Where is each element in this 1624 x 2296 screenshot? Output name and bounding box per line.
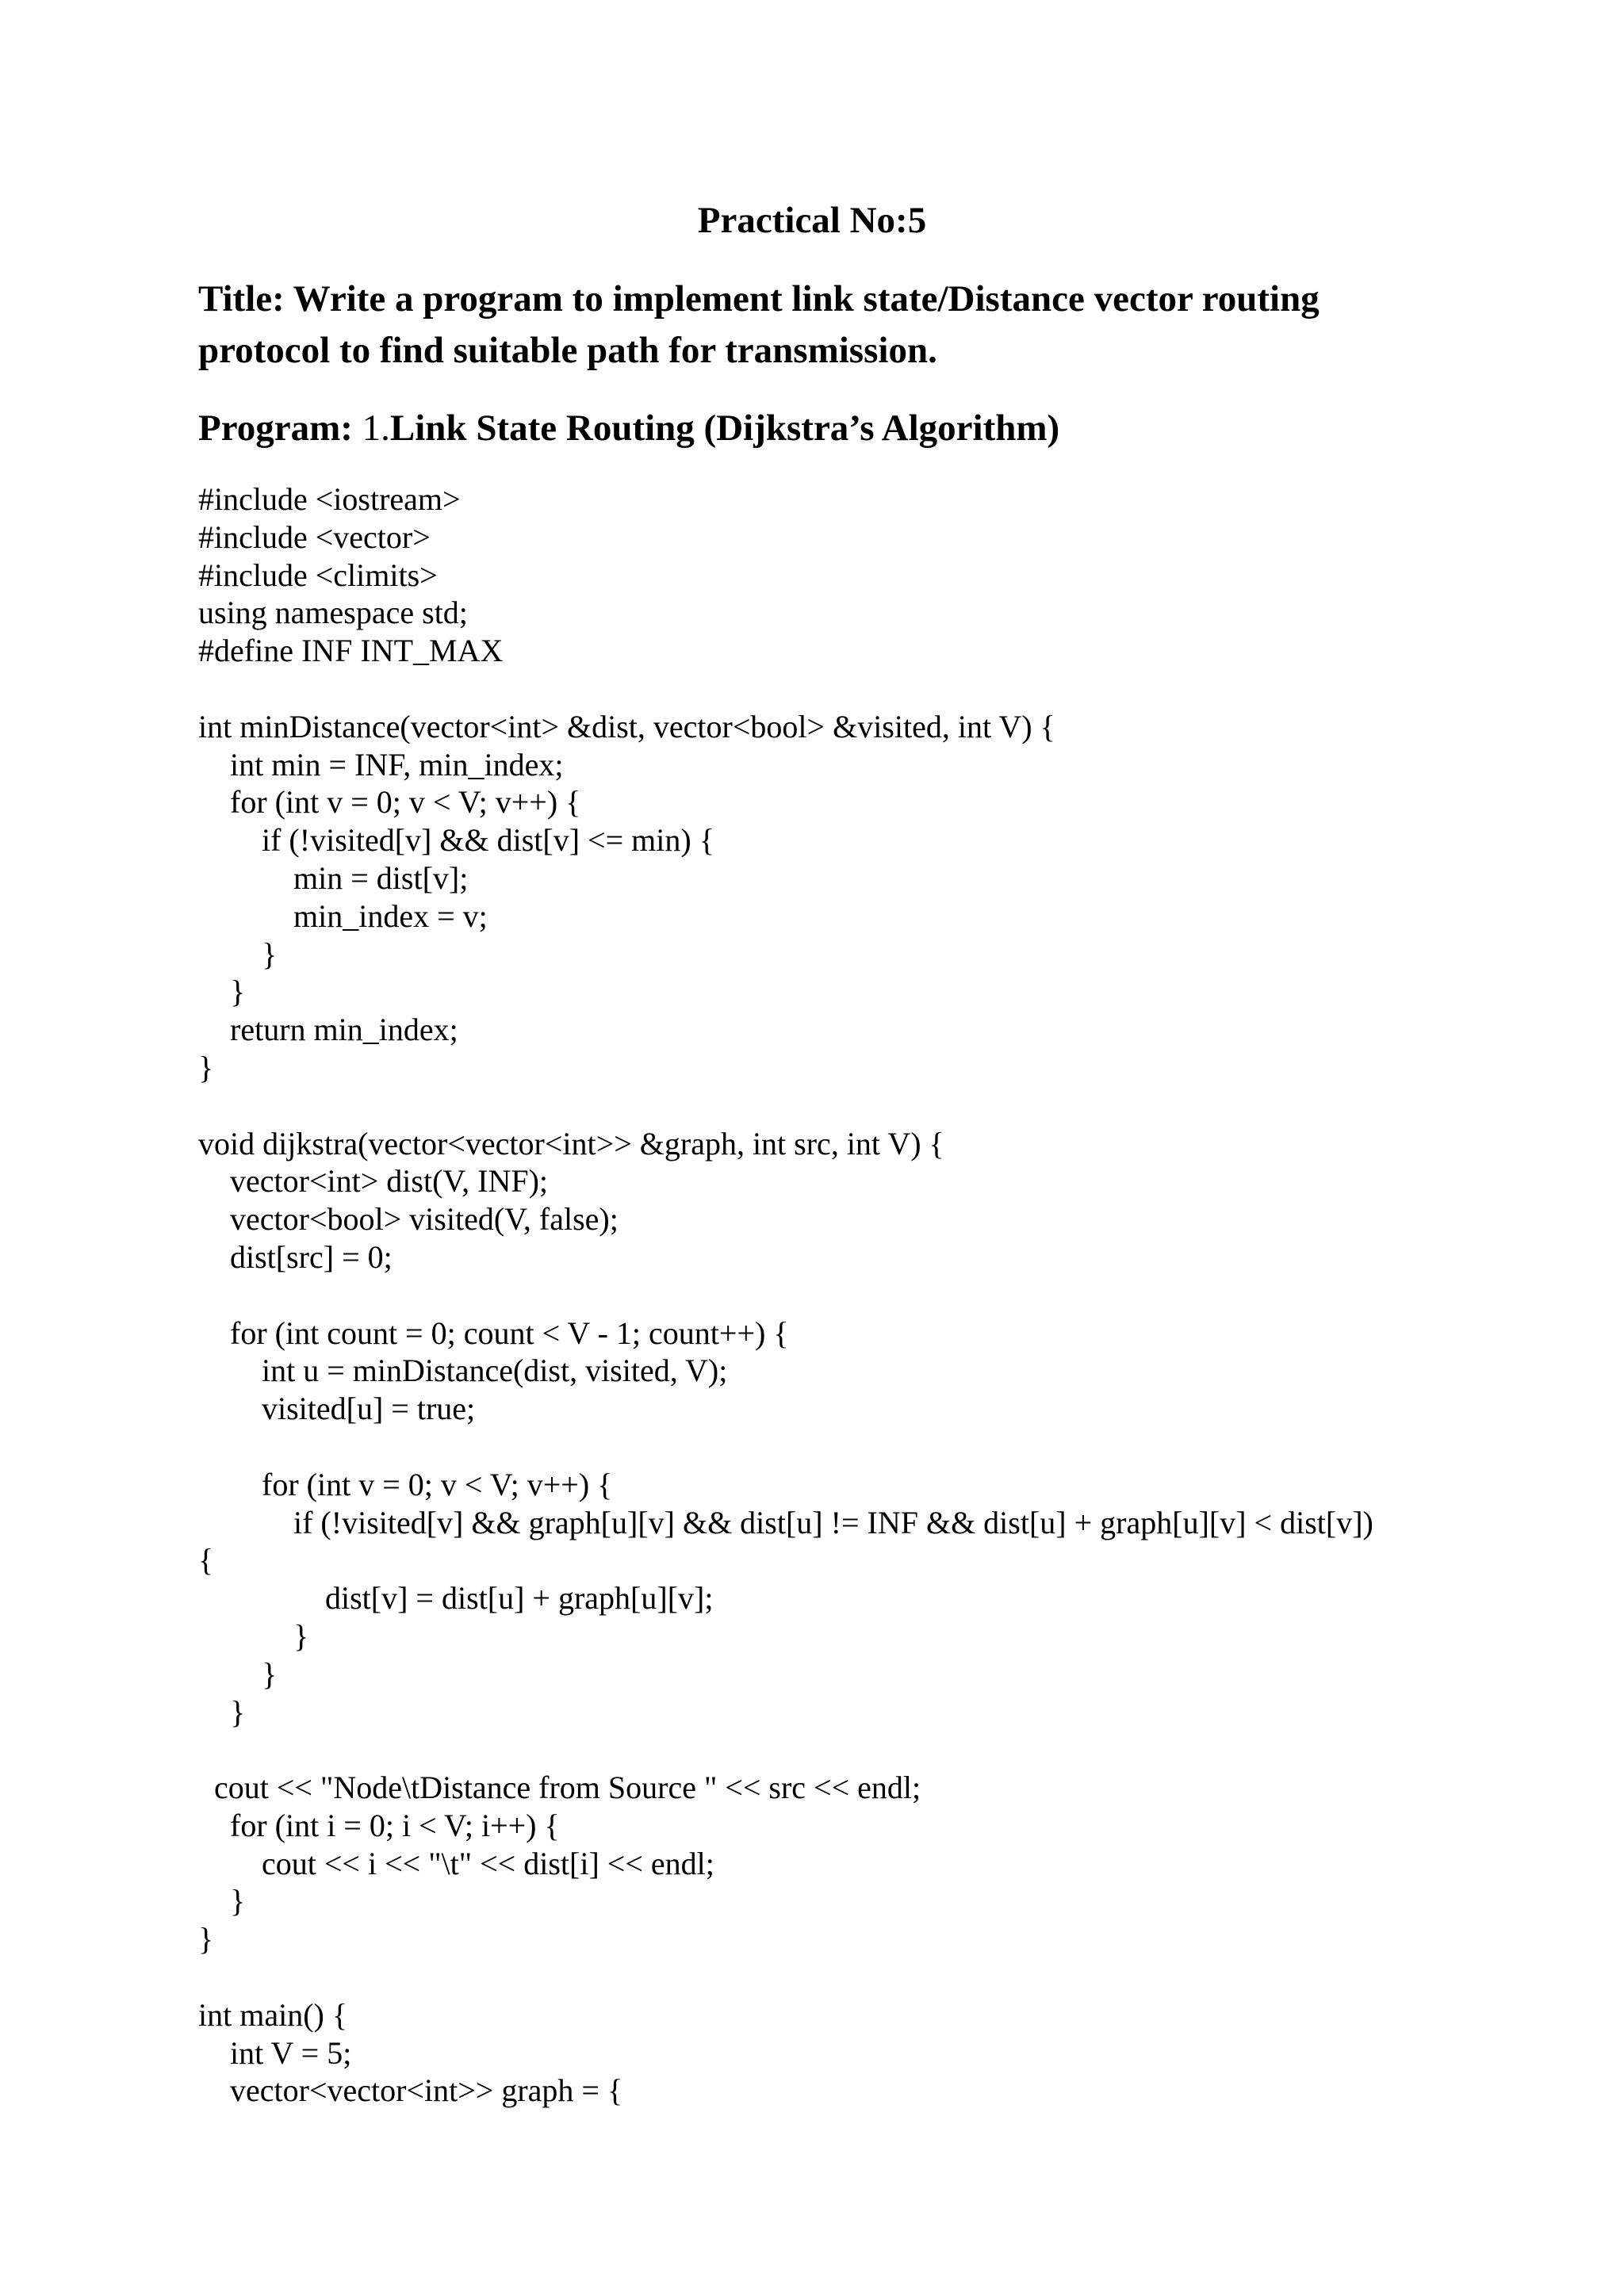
code-line: }	[198, 1883, 246, 1919]
code-line: {	[198, 1542, 214, 1578]
code-line: for (int v = 0; v < V; v++) {	[198, 784, 581, 821]
code-line: dist[src] = 0;	[198, 1238, 393, 1275]
code-line: vector<int> dist(V, INF);	[198, 1163, 549, 1200]
code-line: }	[198, 936, 278, 972]
code-line: visited[u] = true;	[198, 1391, 476, 1427]
code-line: #include <vector>	[198, 519, 431, 555]
code-line: }	[198, 1617, 309, 1654]
program-label: Program:	[198, 408, 362, 449]
code-line: dist[v] = dist[u] + graph[u][v];	[198, 1580, 714, 1617]
code-line: #define INF INT_MAX	[198, 633, 504, 669]
title-text: Write a program to implement link state/Distance vector routing protocol to find suitable path for transmission.	[198, 278, 1320, 371]
code-line: }	[198, 1921, 214, 1957]
code-line: using namespace std;	[198, 595, 468, 631]
program-number: 1.	[362, 408, 390, 449]
code-line: }	[198, 1655, 278, 1692]
code-line	[198, 670, 1546, 708]
code-line: }	[198, 974, 246, 1010]
code-listing	[198, 480, 1546, 2110]
code-line: #include <iostream>	[198, 481, 461, 517]
code-line	[198, 1731, 1546, 1769]
code-line: for (int i = 0; i < V; i++) {	[198, 1807, 560, 1843]
code-line: if (!visited[v] && dist[v] <= min) {	[198, 822, 714, 859]
code-line: for (int v = 0; v < V; v++) {	[198, 1466, 613, 1502]
code-line: cout << "Node\tDistance from Source " << src << endl;	[198, 1770, 921, 1806]
code-line: return min_index;	[198, 1012, 458, 1048]
code-line: int min = INF, min_index;	[198, 746, 564, 783]
code-line: #include <climits>	[198, 557, 438, 593]
code-line: vector<vector<int>> graph = {	[198, 2072, 623, 2109]
code-line	[198, 1087, 1546, 1125]
program-name: Link State Routing (Dijkstra’s Algorithm)	[389, 408, 1060, 449]
code-line: int u = minDistance(dist, visited, V);	[198, 1353, 728, 1389]
code-line: min_index = v;	[198, 897, 488, 934]
program-heading	[198, 404, 1059, 452]
practical-number-heading: Practical No:5	[697, 200, 927, 241]
code-line	[198, 1276, 1546, 1314]
title-heading	[198, 274, 1435, 377]
code-line: void dijkstra(vector<vector<int>> &graph, int src, int V) {	[198, 1125, 944, 1161]
code-line: for (int count = 0; count < V - 1; count++) {	[198, 1314, 789, 1351]
code-line: int V = 5;	[198, 2034, 352, 2071]
code-line: vector<bool> visited(V, false);	[198, 1201, 619, 1238]
code-line: int minDistance(vector<int> &dist, vector<bool> &visited, int V) {	[198, 708, 1055, 744]
code-line: if (!visited[v] && graph[u][v] && dist[u] != INF && dist[u] + graph[u][v] < dist[v])	[198, 1504, 1373, 1540]
code-line: }	[198, 1049, 214, 1085]
code-line: min = dist[v];	[198, 859, 469, 896]
code-line	[198, 1958, 1546, 1996]
code-line: int main() {	[198, 1996, 348, 2033]
code-line: }	[198, 1693, 246, 1730]
code-line	[198, 1428, 1546, 1466]
code-line: cout << i << "\t" << dist[i] << endl;	[198, 1845, 714, 1881]
title-label: Title:	[198, 278, 285, 320]
